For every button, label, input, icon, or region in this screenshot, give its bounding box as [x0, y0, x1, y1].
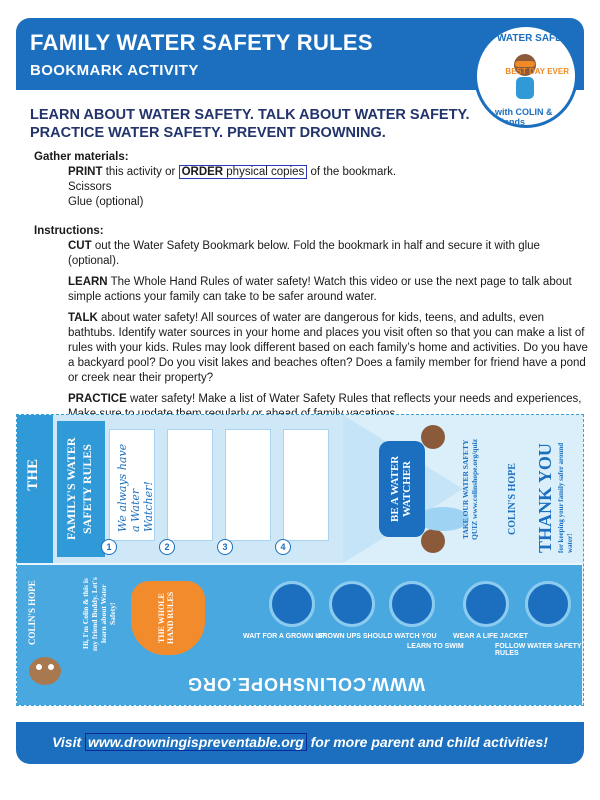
footer-banner — [16, 722, 584, 764]
page-subtitle: BOOKMARK ACTIVITY — [30, 62, 199, 79]
instruction-practice: PRACTICE water safety! Make a list of Water Safety Rules that reflects your needs and experiences, — [68, 393, 582, 405]
logo-badge: BEST DAY EVER — [505, 67, 569, 76]
rule-caption-watch: GROWN UPS SHOULD WATCH YOU — [317, 633, 437, 640]
rule-box-4[interactable] — [283, 429, 329, 541]
rule-box-2[interactable] — [167, 429, 213, 541]
rule-1-example: We always have a Water Watcher! — [116, 443, 155, 532]
rule-icon-follow-rules — [525, 581, 571, 627]
buddy-dog-icon — [21, 641, 69, 689]
instruction-learn: LEARN The Whole Hand Rules of water safety! Watch this video or use the next page to talk about simple actions your family can take to be safer around water. — [68, 276, 572, 303]
order-link[interactable]: ORDER physical copies — [179, 165, 308, 179]
rule-icon-swim — [389, 581, 435, 627]
materials-heading: Gather materials: — [34, 151, 129, 163]
rule-box-3[interactable] — [225, 429, 271, 541]
colins-hope-logo-text: COLIN'S HOPE — [507, 463, 518, 535]
materials-item-scissors: Scissors — [68, 181, 112, 193]
instruction-cut: CUT out the Water Safety Bookmark below. Fold the bookmark in half and secure it with glue (optional). — [68, 240, 540, 267]
rule-icon-watch — [329, 581, 375, 627]
colin-character-icon — [507, 51, 543, 103]
be-a-water-watcher-text: BE A WATER WATCHER — [389, 455, 413, 523]
page — [16, 18, 588, 784]
rule-caption-wait: WAIT FOR A GROWN UP — [243, 633, 325, 640]
rule-caption-life-jacket: WEAR A LIFE JACKET — [453, 633, 528, 640]
colinshope-website[interactable]: WWW.COLINSHOPE.ORG — [187, 674, 425, 694]
rule-number-3: 3 — [217, 539, 233, 555]
page-title: FAMILY WATER SAFETY RULES — [30, 30, 373, 55]
be-a-water-watcher-shirt — [379, 441, 425, 537]
rule-icon-wait — [269, 581, 315, 627]
instructions-heading: Instructions: — [34, 225, 104, 237]
bookmark-title: FAMILY'S WATER SAFETY RULES — [64, 437, 94, 541]
rule-caption-swim: LEARN TO SWIM — [407, 643, 464, 650]
rule-icon-life-jacket — [463, 581, 509, 627]
quiz-callout[interactable]: TAKE OUR WATER SAFETY QUIZ www.colinshope.org/quiz — [461, 438, 479, 540]
bookmark-the-label: THE — [25, 459, 41, 491]
instructions-section — [34, 224, 588, 428]
materials-item-print: PRINT this activity or ORDER physical copies of the bookmark. — [68, 166, 397, 178]
rule-number-1: 1 — [101, 539, 117, 555]
bookmark-front — [17, 415, 582, 563]
footer-text: Visit www.drowningispreventable.org for more parent and child activities! — [52, 734, 548, 750]
colins-hope-side-logo: COLIN'S HOPE — [27, 580, 37, 645]
materials-section — [34, 150, 396, 210]
whole-hand-rules-label: THE WHOLE HAND RULES — [157, 591, 175, 645]
thank-you-text: THANK YOU — [535, 443, 555, 553]
instruction-talk: TALK about water safety! All sources of water are dangerous for kids, teens, and adults, even bathtubs. Identify water sources in your home and places you visit often so that you can make a list of rules with your kids. Rules may look different based on each family’s home and activities. Do you have a backyard pool? Do you visit lakes and beaches often? Does a family member for friend have a pond or creek near their property? — [68, 312, 588, 384]
bookmark-back — [17, 565, 582, 705]
rule-number-4: 4 — [275, 539, 291, 555]
tagline-line-1: LEARN ABOUT WATER SAFETY. TALK ABOUT WATER SAFETY. — [30, 107, 470, 123]
rule-caption-follow-rules: FOLLOW WATER SAFETY RULES — [495, 643, 582, 657]
whole-hand-icon — [131, 581, 205, 655]
bookmark-side-strip — [17, 415, 53, 563]
bookmark-title-panel — [57, 421, 105, 557]
logo-ring-bottom: with COLIN & friends — [495, 107, 553, 127]
materials-item-glue: Glue (optional) — [68, 196, 144, 208]
logo-ring-top: WATER SAFETY — [497, 33, 575, 44]
thank-you-subtext: for keeping your family safer around water! — [557, 442, 574, 553]
rule-box-1[interactable] — [109, 429, 155, 541]
buddy-greeting: Hi, I'm Colin & this is my friend Buddy. Let's learn about Water Safety! — [81, 577, 117, 651]
rule-number-2: 2 — [159, 539, 175, 555]
bookmark-back-panel — [343, 415, 583, 563]
tagline — [30, 106, 490, 142]
bookmark-cutout — [16, 414, 584, 706]
drowning-preventable-link[interactable]: www.drowningispreventable.org — [85, 733, 307, 751]
tagline-line-2: PRACTICE WATER SAFETY. PREVENT DROWNING. — [30, 125, 386, 141]
